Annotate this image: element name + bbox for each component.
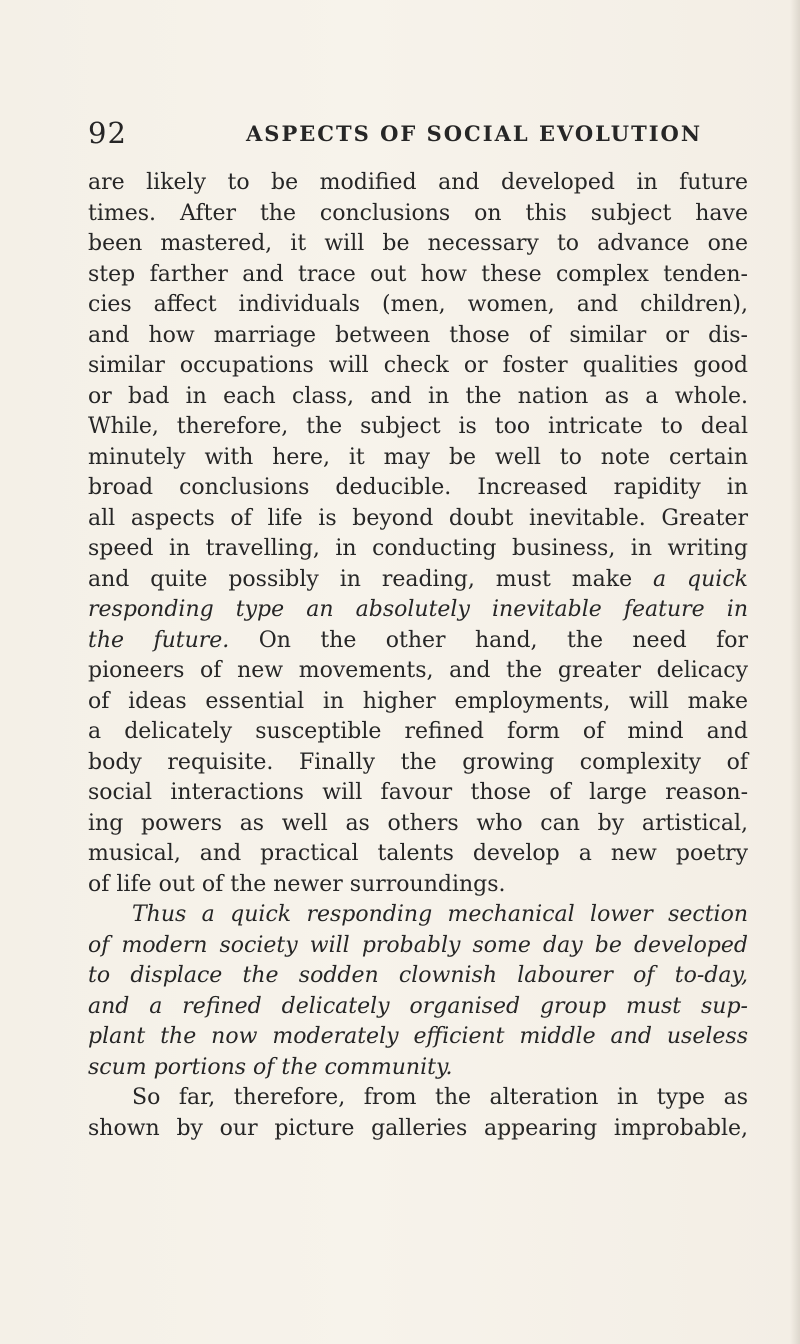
text-line: So far, therefore, from the alteration in type as <box>132 1085 748 1110</box>
text-run: On the other hand, the need for <box>229 627 748 653</box>
text-line: pioneers of new movements, and the greater delicacy <box>88 658 748 683</box>
paragraph-end-line: of life out of the newer surroundings. <box>88 871 506 897</box>
page-edge-shadow <box>790 0 800 1344</box>
text-line: ing powers as well as others who can by artistical, <box>88 810 748 836</box>
text-line: body requisite. Finally the growing complexity of <box>88 749 748 775</box>
italic-line: to displace the sodden clownish labourer of to-day, <box>88 963 748 988</box>
text-run: and quite possibly in reading, must make <box>88 566 654 592</box>
text-line: cies affect individuals (men, women, and children), <box>88 292 748 317</box>
text-line-mixed <box>88 626 748 657</box>
text-line: musical, and practical talents develop a new poetry <box>88 841 748 866</box>
paragraph-end-line: scum portions of the community. <box>88 1054 453 1080</box>
running-title: ASPECTS OF SOCIAL EVOLUTION <box>246 121 703 146</box>
italic-line: and a refined delicately organised group must sup- <box>88 993 748 1019</box>
text-line-mixed <box>88 595 748 626</box>
text-line: similar occupations will check or foster qualities good <box>88 353 748 378</box>
italic-line: plant the now moderately efficient middle and useless <box>88 1024 748 1049</box>
italic-line: of modern society will probably some day be developed <box>88 932 748 958</box>
text-line: speed in travelling, in conducting business, in writing <box>88 536 748 561</box>
text-line: are likely to be modified and developed in future <box>88 170 748 195</box>
text-line: or bad in each class, and in the nation as a whole. <box>88 383 748 409</box>
italic-run: responding type an absolutely inevitable feature in <box>88 597 748 622</box>
text-line: broad conclusions deducible. Increased rapidity in <box>88 475 748 500</box>
text-line: shown by our picture galleries appearing improbable, <box>88 1115 748 1141</box>
italic-run: a quick <box>653 566 748 592</box>
body-text <box>88 168 748 1144</box>
italic-line: Thus a quick responding mechanical lower section <box>132 902 748 927</box>
text-line: social interactions will favour those of large reason- <box>88 780 748 805</box>
text-line: step farther and trace out how these complex tenden- <box>88 261 748 287</box>
text-line-mixed <box>88 565 748 596</box>
text-line: While, therefore, the subject is too intricate to deal <box>88 414 748 439</box>
text-line: all aspects of life is beyond doubt inevitable. Greater <box>88 505 748 531</box>
text-line: times. After the conclusions on this subject have <box>88 200 748 226</box>
text-line: minutely with here, it may be well to note certain <box>88 444 748 470</box>
text-line: been mastered, it will be necessary to advance one <box>88 231 748 256</box>
text-line: a delicately susceptible refined form of mind and <box>88 719 748 744</box>
page-number: 92 <box>88 116 127 150</box>
text-line: of ideas essential in higher employments, will make <box>88 688 748 714</box>
text-line: and how marriage between those of similar or dis- <box>88 322 748 348</box>
italic-run: the future. <box>88 627 230 653</box>
page-header <box>88 116 748 150</box>
